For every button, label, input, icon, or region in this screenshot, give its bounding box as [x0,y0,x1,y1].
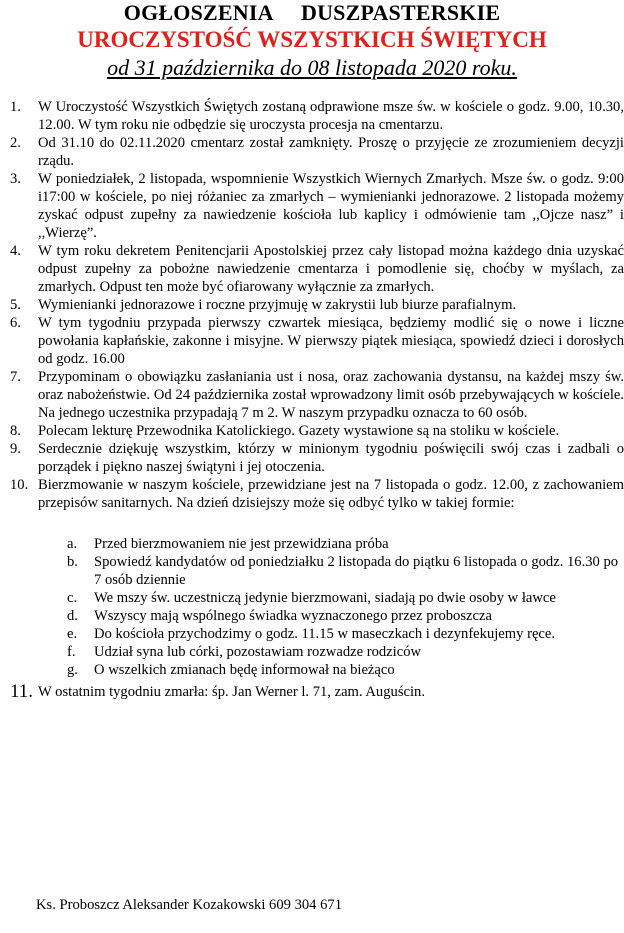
sub-list-item [10,661,624,679]
sub-item-text: Do kościoła przychodzimy o godz. 11.15 w maseczkach i dezynfekujemy ręce. [94,626,556,642]
list-item [10,134,624,170]
list-item [10,422,624,440]
item-text: Przypominam o obowiązku zasłaniania ust i nosa, oraz zachowania dystansu, na każdej mszy św. oraz nabożeństwie. Od 24 października został wprowadzony limit osób przebywających w kościele. Na jednego uczestnika przypadają 7 m 2. W naszym przypadku oznacza to 60 osób. [38,369,624,421]
item-number: 9. [10,441,21,457]
item-number: 11. [10,681,34,702]
item-number: 5. [10,297,21,313]
sub-list-item [10,625,624,643]
item-number: 6. [10,315,21,331]
sub-list-item [10,607,624,625]
sub-item-text: We mszy św. uczestniczą jedynie bierzmowani, siadają po dwie osoby w ławce [94,590,556,606]
sub-item-letter: g. [67,662,78,678]
sub-item-letter: c. [67,590,78,606]
item-text: W ostatnim tygodniu zmarła: śp. Jan Werner l. 71, zam. Auguścin. [38,684,425,700]
sub-item-text: Udział syna lub córki, pozostawiam rozwadze rodziców [94,644,422,660]
page-title: OGŁOSZENIA DUSZPASTERSKIE [123,0,501,25]
item-text: Serdecznie dziękuję wszystkim, którzy w minionym tygodniu poświęcili swój czas i zadbali o porządek i piękno naszej świątyni i jej otoczenia. [38,441,624,475]
item-number: 8. [10,423,21,439]
list-item [10,683,624,701]
list-item [10,242,624,296]
list-item [10,476,624,512]
sub-item-text: Wszyscy mają wspólnego świadka wyznaczonego przez proboszcza [94,608,492,624]
sub-item-letter: d. [67,608,78,624]
item-number: 2. [10,135,21,151]
sub-item-letter: a. [67,536,78,552]
announcement-list [10,98,624,701]
page-subtitle: UROCZYSTOŚĆ WSZYSTKICH ŚWIĘTYCH [77,27,547,52]
item-text: W tym roku dekretem Penitencjarii Apostolskiej przez cały listopad można każdego dnia uzyskać odpust zupełny za pobożne nawiedzenie cmentarza i pomodlenie się, choćby w myślach, za zmarłych. Odpust ten może być ofiarowany wyłącznie za zmarłych. [38,243,624,295]
item-number: 1. [10,99,21,115]
signature: Ks. Proboszcz Aleksander Kozakowski 609 304 671 [36,897,343,913]
list-item [10,170,624,242]
item-text: Wymienianki jednorazowe i roczne przyjmuję w zakrystii lub biurze parafialnym. [38,297,517,313]
item-text: Polecam lekturę Przewodnika Katolickiego. Gazety wystawione są na stoliku w kościele. [38,423,560,439]
item-number: 10. [10,477,29,493]
item-text: Bierzmowanie w naszym kościele, przewidziane jest na 7 listopada o godz. 12.00, z zachowaniem przepisów sanitarnych. Na dzień dzisiejszy może się odbyć tylko w takiej formie: [38,477,624,511]
sub-list-item [10,553,624,589]
list-item [10,98,624,134]
date-range: od 31 października do 08 listopada 2020 roku. [107,55,517,80]
sub-list-item [10,535,624,553]
sub-list-item [10,643,624,661]
item-number: 4. [10,243,21,259]
item-text: Od 31.10 do 02.11.2020 cmentarz został zamknięty. Proszę o przyjęcie ze zrozumieniem decyzji rządu. [38,135,624,169]
item-text: W Uroczystość Wszystkich Świętych zostaną odprawione msze św. w kościele o godz. 9.00, 10.30, 12.00. W tym roku nie odbędzie się uroczysta procesja na cmentarzu. [38,99,624,133]
sub-item-text: O wszelkich zmianach będę informował na bieżąco [94,662,395,678]
list-item [10,296,624,314]
list-item [10,440,624,476]
spacer [10,512,624,535]
item-number: 3. [10,171,21,187]
sub-item-text: Przed bierzmowaniem nie jest przewidziana próba [94,536,389,552]
sub-item-letter: f. [67,644,76,660]
sub-item-text: Spowiedź kandydatów od poniedziałku 2 listopada do piątku 6 listopada o godz. 16.30 po 7 osób dziennie [94,554,619,588]
list-item [10,368,624,422]
item-text: W tym tygodniu przypada pierwszy czwartek miesiąca, będziemy modlić się o nowe i liczne powołania kapłańskie, zakonne i misyjne. W pierwszy piątek miesiąca, spowiedź dzieci i dorosłych od godz. 16.00 [38,315,624,367]
list-item [10,314,624,368]
sub-item-letter: b. [67,554,78,570]
item-text: W poniedziałek, 2 listopada, wspomnienie Wszystkich Wiernych Zmarłych. Msze św. o godz. 9:00 i17:00 w kościele, po niej różaniec za zmarłych – wymienianki jednorazowe. 2 listopada możemy zyskać odpust zupełny za nawiedzenie kościoła lub kaplicy i odmówienie tam ,,Ojcze nasz” i ,,Wierzę”. [38,171,624,241]
sub-list-item [10,589,624,607]
sub-item-letter: e. [67,626,78,642]
item-number: 7. [10,369,21,385]
